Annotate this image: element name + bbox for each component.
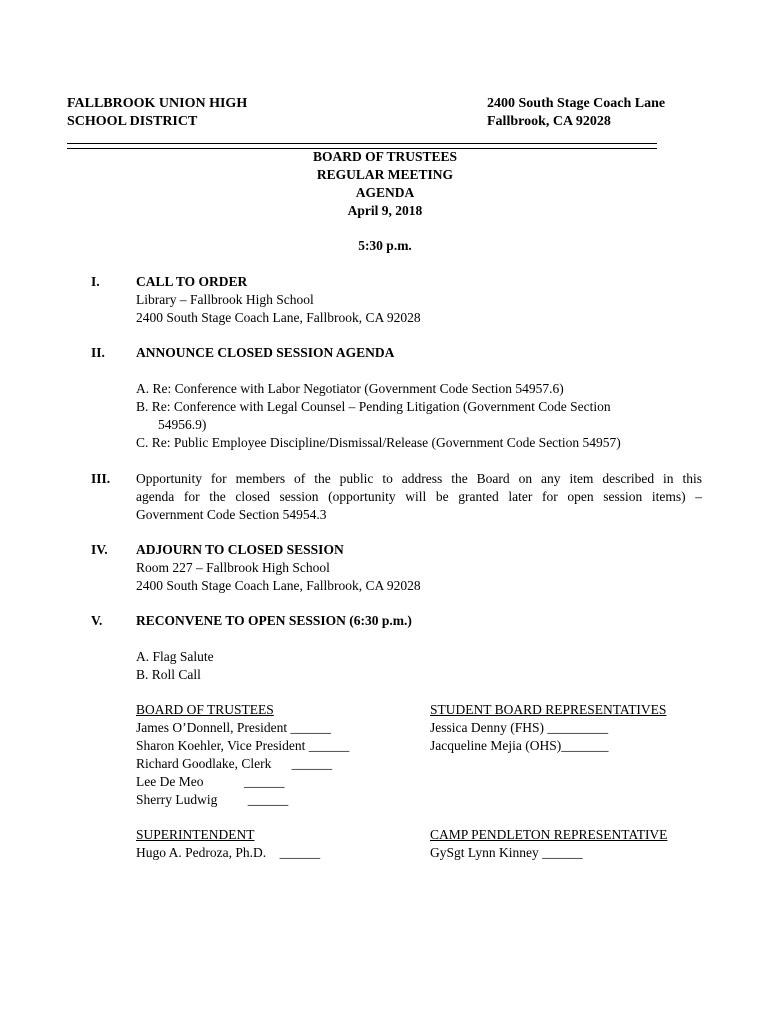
list-item: A. Re: Conference with Labor Negotiator (Government Code Section 54957.6)	[136, 381, 564, 396]
title-line3: AGENDA	[355, 185, 415, 200]
roll-entry: Lee De Meo ______	[136, 774, 285, 789]
list-item: C. Re: Public Employee Discipline/Dismissal/Release (Government Code Section 54957)	[136, 435, 621, 450]
title-line2: REGULAR MEETING	[316, 167, 454, 182]
agenda-title	[0, 148, 770, 220]
roll-entry: Sherry Ludwig ______	[136, 792, 289, 807]
district-name-line1: FALLBROOK UNION HIGH	[67, 96, 248, 111]
district-name-line2: SCHOOL DISTRICT	[67, 114, 198, 129]
paragraph-line: Opportunity for members of the public to address the Board on any item described in this	[136, 471, 702, 486]
section-closed-session-agenda	[136, 344, 702, 362]
section-line: 2400 South Stage Coach Lane, Fallbrook, CA 92028	[136, 578, 421, 593]
roll-entry: Jessica Denny (FHS) _________	[430, 720, 609, 735]
roll-entry: Hugo A. Pedroza, Ph.D. ______	[136, 845, 321, 860]
student-reps-roll	[430, 701, 666, 755]
section-reconvene	[136, 612, 702, 630]
list-item: B. Roll Call	[136, 667, 201, 682]
closed-session-items	[136, 380, 702, 452]
trustees-heading: BOARD OF TRUSTEES	[136, 702, 274, 717]
roll-entry: GySgt Lynn Kinney ______	[430, 845, 583, 860]
section-call-to-order	[136, 273, 702, 327]
meeting-time: 5:30 p.m.	[358, 238, 412, 253]
meeting-date: April 9, 2018	[347, 203, 423, 218]
section-numeral-4: IV.	[91, 542, 108, 557]
section-heading: CALL TO ORDER	[136, 274, 248, 289]
section-heading: RECONVENE TO OPEN SESSION (6:30 p.m.)	[136, 613, 412, 628]
superintendent-heading: SUPERINTENDENT	[136, 827, 255, 842]
section-adjourn	[136, 541, 702, 595]
section-heading: ANNOUNCE CLOSED SESSION AGENDA	[136, 345, 395, 360]
section-line: Library – Fallbrook High School	[136, 292, 314, 307]
open-session-items	[136, 648, 702, 684]
paragraph-line: Government Code Section 54954.3	[136, 507, 327, 522]
list-item: A. Flag Salute	[136, 649, 214, 664]
list-item-continuation: 54956.9)	[158, 417, 207, 432]
superintendent-roll	[136, 826, 320, 862]
roll-entry: Jacqueline Mejia (OHS)_______	[430, 738, 609, 753]
address-line2: Fallbrook, CA 92028	[487, 114, 611, 129]
district-name	[67, 95, 247, 131]
paragraph-line: agenda for the closed session (opportunity will be granted later for open session items) –	[136, 489, 702, 504]
roll-entry: James O’Donnell, President ______	[136, 720, 331, 735]
trustees-roll	[136, 701, 349, 809]
section-numeral-3: III.	[91, 471, 111, 486]
section-line: 2400 South Stage Coach Lane, Fallbrook, CA 92028	[136, 310, 421, 325]
list-item: B. Re: Conference with Legal Counsel – Pending Litigation (Government Code Section	[136, 399, 611, 414]
address-line1: 2400 South Stage Coach Lane	[487, 96, 666, 111]
roll-entry: Richard Goodlake, Clerk ______	[136, 756, 333, 771]
section-numeral-2: II.	[91, 345, 105, 360]
district-address	[487, 95, 665, 131]
section-line: Room 227 – Fallbrook High School	[136, 560, 330, 575]
camp-pendleton-roll	[430, 826, 667, 862]
section-numeral-1: I.	[91, 274, 100, 289]
title-line1: BOARD OF TRUSTEES	[312, 149, 458, 164]
student-reps-heading: STUDENT BOARD REPRESENTATIVES	[430, 702, 667, 717]
camp-pendleton-heading: CAMP PENDLETON REPRESENTATIVE	[430, 827, 668, 842]
section-public-comment	[136, 470, 702, 524]
section-heading: ADJOURN TO CLOSED SESSION	[136, 542, 344, 557]
section-numeral-5: V.	[91, 613, 103, 628]
roll-entry: Sharon Koehler, Vice President ______	[136, 738, 350, 753]
